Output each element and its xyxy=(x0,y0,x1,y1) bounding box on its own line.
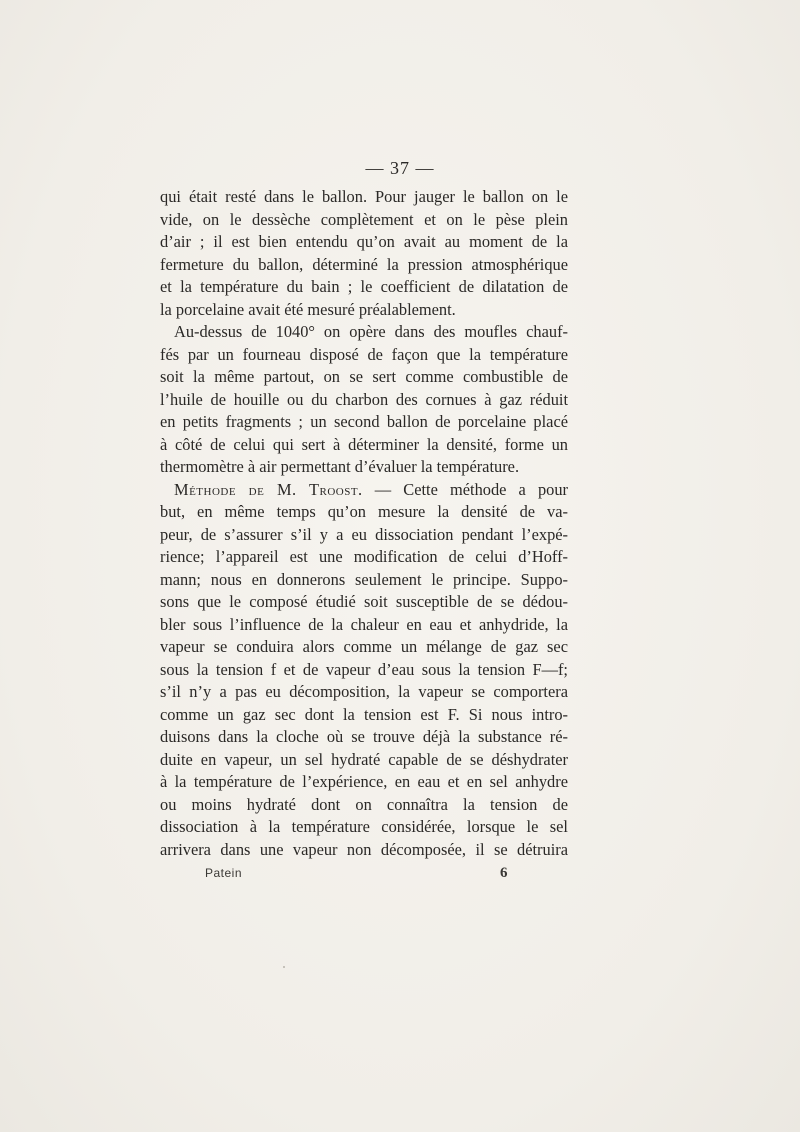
footer-author: Patein xyxy=(205,866,243,880)
text-line: Au-dessus de 1040° on opère dans des moufles chauf- xyxy=(174,322,568,341)
body-text xyxy=(160,186,568,861)
text-line: sons que le composé étudié soit susceptible de se dédou- xyxy=(160,592,568,611)
text-line: et la température du bain ; le coefficient de dilatation de xyxy=(160,277,568,296)
text-line: d’air ; il est bien entendu qu’on avait au moment de la xyxy=(160,232,568,251)
page-number: — 37 — xyxy=(365,158,435,178)
text-line: ou moins hydraté dont on connaîtra la tension de xyxy=(160,794,568,814)
text-line: comme un gaz sec dont la tension est F. Si nous intro- xyxy=(160,704,568,724)
text-line: vide, on le dessèche complètement et on le pèse plein xyxy=(160,209,568,229)
heading-continuation: — Cette méthode a pour xyxy=(362,479,568,499)
text-line: mann; nous en donnerons seulement le principe. Suppo- xyxy=(160,569,568,589)
text-line: sous la tension f et de vapeur d’eau sous la tension F—f; xyxy=(160,659,568,679)
text-line: arrivera dans une vapeur non décomposée, il se détruira xyxy=(160,839,568,859)
section-heading: Méthode de M. Troost. xyxy=(174,479,363,499)
text-line: rience; l’appareil est une modification de celui d’Hoff- xyxy=(160,547,568,566)
text-line: thermomètre à air permettant d’évaluer la température. xyxy=(160,457,520,476)
text-line: duite en vapeur, un sel hydraté capable de se déshydrater xyxy=(160,749,568,769)
text-line: à la température de l’expérience, en eau et en sel anhydre xyxy=(160,772,568,791)
paper-speck xyxy=(283,966,285,968)
text-line: duisons dans la cloche où se trouve déjà la substance ré- xyxy=(160,727,568,746)
section-heading-line xyxy=(160,479,568,502)
text-line: bler sous l’influence de la chaleur en eau et anhydride, la xyxy=(160,614,568,634)
text-line: fés par un fourneau disposé de façon que la température xyxy=(160,344,568,364)
text-line: vapeur se conduira alors comme un mélange de gaz sec xyxy=(160,637,568,656)
text-line: à côté de celui qui sert à déterminer la densité, forme un xyxy=(160,434,568,454)
text-line: en petits fragments ; un second ballon de porcelaine placé xyxy=(160,412,568,431)
footer-signature-mark: 6 xyxy=(500,865,508,881)
text-line: dissociation à la température considérée, lorsque le sel xyxy=(160,817,568,836)
text-line: qui était resté dans le ballon. Pour jauger le ballon on le xyxy=(160,187,568,206)
text-line: fermeture du ballon, déterminé la pression atmosphérique xyxy=(160,254,568,274)
text-line: soit la même partout, on se sert comme combustible de xyxy=(160,367,568,386)
text-line: la porcelaine avait été mesuré préalablement. xyxy=(160,299,456,319)
text-line: l’huile de houille ou du charbon des cornues à gaz réduit xyxy=(160,389,568,409)
text-line: but, en même temps qu’on mesure la densité de va- xyxy=(160,502,568,521)
text-line: peur, de s’assurer s’il y a eu dissociation pendant l’expé- xyxy=(160,524,568,544)
text-line: s’il n’y a pas eu décomposition, la vapeur se comportera xyxy=(160,682,568,701)
